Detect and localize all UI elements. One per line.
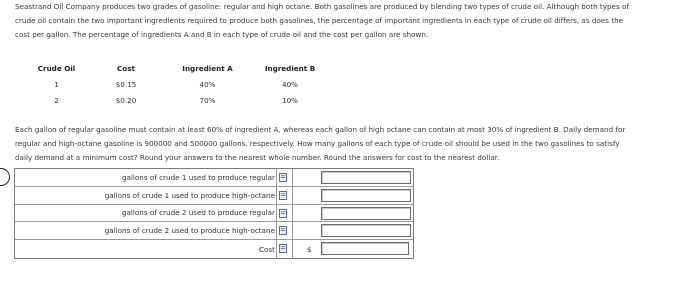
equals-dropdown[interactable]: = [280,244,286,253]
dollar-sign: $ [307,244,312,254]
table-row [24,76,328,92]
column-divider [276,187,277,204]
intro-line: crude oil contain the two important ingredients required to produce both gasolines, the percentage of important ingredients in each type of crude oil differs, as does the [15,16,624,25]
column-divider [292,205,293,222]
answer-row-cost [15,240,413,258]
column-divider [292,187,293,204]
equals-dropdown[interactable]: = [280,208,286,217]
answer-input-cost[interactable] [321,242,409,255]
ingredient-a-cell: 70% [199,95,216,105]
header-ingredient-a: Ingredient A [182,63,233,73]
answer-label: gallons of crude 2 used to produce regular [121,208,275,218]
answer-label: gallons of crude 1 used to produce regular [121,172,275,182]
crude-oil-cell: 1 [54,79,59,89]
answer-input-crude2-regular[interactable] [321,207,411,220]
ingredient-b-cell: 40% [282,79,298,89]
column-divider [292,222,293,239]
intro-paragraph [15,0,700,42]
problem-line: Each gallon of regular gasoline must contain at least 60% of ingredient A, whereas each gallon of high octane can contain at most 30% of ingredient B. Daily demand for [15,125,626,134]
problem-line: regular and high-octane gasoline is 900000 and 500000 gallons, respectively. How many gallons of each type of crude oil should be used in the two gasolines to satisfy [15,139,620,148]
column-divider [276,169,277,186]
crude-oil-cell: 2 [54,95,59,105]
crude-oil-table [24,60,328,108]
problem-paragraph [15,123,700,165]
answer-label: gallons of crude 1 used to produce high-octane [104,190,275,200]
column-divider [276,222,277,239]
answer-input-crude2-high-octane[interactable] [321,224,411,237]
ingredient-b-cell: 10% [282,95,298,105]
table-row [24,92,328,108]
header-ingredient-b: Ingredient B [264,63,316,73]
intro-line: Seastrand Oil Company produces two grades of gasoline: regular and high octane. Both gasolines are produced by blending two types of crude oil. Although both types of [15,2,629,11]
header-crude-oil: Crude Oil [37,63,76,73]
intro-line: cost per gallon. The percentage of ingredients A and B in each type of crude oil and the cost per gallon are shown. [15,30,429,39]
answer-label: Cost [259,244,275,254]
header-cost: Cost [117,63,135,73]
answer-row-crude2-regular [15,205,413,223]
problem-line: daily demand at a minimum cost? Round your answers to the nearest whole number. Round the answers for cost to the nearest dollar. [15,153,500,162]
answer-label: gallons of crude 2 used to produce high-octane [104,226,275,236]
cost-cell: $0.15 [115,79,137,89]
answer-input-crude1-regular[interactable] [321,171,411,184]
column-divider [292,240,293,258]
column-divider [292,169,293,186]
column-divider [276,205,277,222]
answer-row-crude1-regular [15,169,413,187]
answer-table [14,168,414,259]
equals-dropdown[interactable]: = [280,173,286,181]
answer-row-crude2-high-octane [15,222,413,240]
equals-dropdown[interactable]: = [280,190,286,199]
question-radio-marker[interactable] [0,168,10,186]
crude-table-header [24,60,328,76]
cost-cell: $0.20 [115,95,137,105]
equals-dropdown[interactable]: = [280,226,286,235]
answer-row-crude1-high-octane [15,187,413,205]
answer-input-crude1-high-octane[interactable] [321,189,411,202]
ingredient-a-cell: 40% [199,79,216,89]
column-divider [276,240,277,258]
